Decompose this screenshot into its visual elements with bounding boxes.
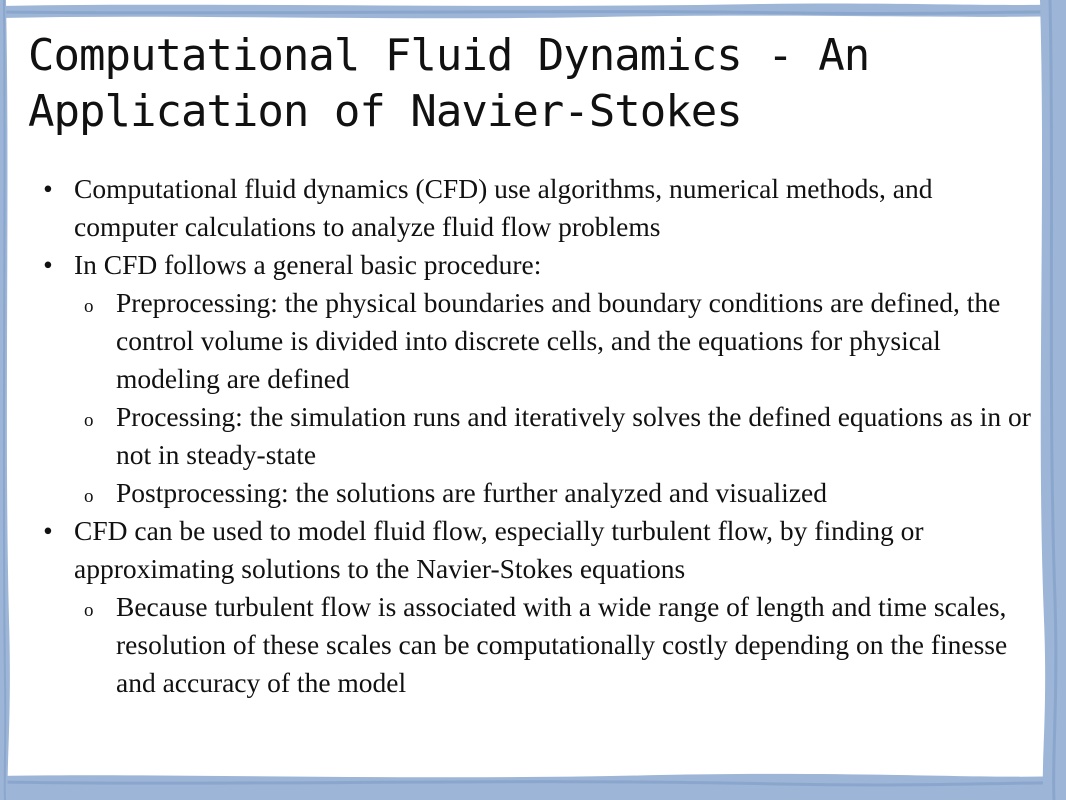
bullet-text: In CFD follows a general basic procedure:: [74, 249, 542, 280]
bullet-marker: •: [43, 515, 53, 546]
sub-bullet-marker: o: [84, 410, 94, 431]
bullet-text: Postprocessing: the solutions are further analyzed and visualized: [116, 477, 827, 508]
bullet-list: [38, 170, 1038, 702]
sub-bullet-item: [38, 398, 1038, 474]
sub-bullet-marker: o: [84, 296, 94, 317]
sub-bullet-marker: o: [84, 486, 94, 507]
bullet-item: [38, 246, 1038, 284]
frame-bottom-stroke: [0, 774, 1066, 800]
sub-bullet-item: [38, 588, 1038, 702]
bullet-text: Because turbulent flow is associated with a wide range of length and time scales, resolution of these scales can be computationally costly depending on the finesse and accuracy of the model: [116, 591, 1008, 698]
bullet-item: [38, 170, 1038, 246]
sub-bullet-item: [38, 284, 1038, 398]
slide-title: Computational Fluid Dynamics - An Application of Navier-Stokes: [28, 30, 870, 137]
bullet-marker: •: [43, 173, 53, 204]
bullet-text: Preprocessing: the physical boundaries and boundary conditions are defined, the control volume is divided into discrete cells, and the equations for physical modeling are defined: [116, 287, 1001, 394]
sub-bullet-item: [38, 474, 1038, 512]
sub-bullet-marker: o: [84, 600, 94, 621]
bullet-marker: •: [43, 249, 53, 280]
bullet-text: Processing: the simulation runs and iteratively solves the defined equations as in or not in steady-state: [116, 401, 1031, 470]
bullet-text: CFD can be used to model fluid flow, especially turbulent flow, by finding or approximating solutions to the Navier-Stokes equations: [74, 515, 924, 584]
bullet-text: Computational fluid dynamics (CFD) use algorithms, numerical methods, and computer calculations to analyze fluid flow problems: [74, 173, 933, 242]
bullet-item: [38, 512, 1038, 588]
